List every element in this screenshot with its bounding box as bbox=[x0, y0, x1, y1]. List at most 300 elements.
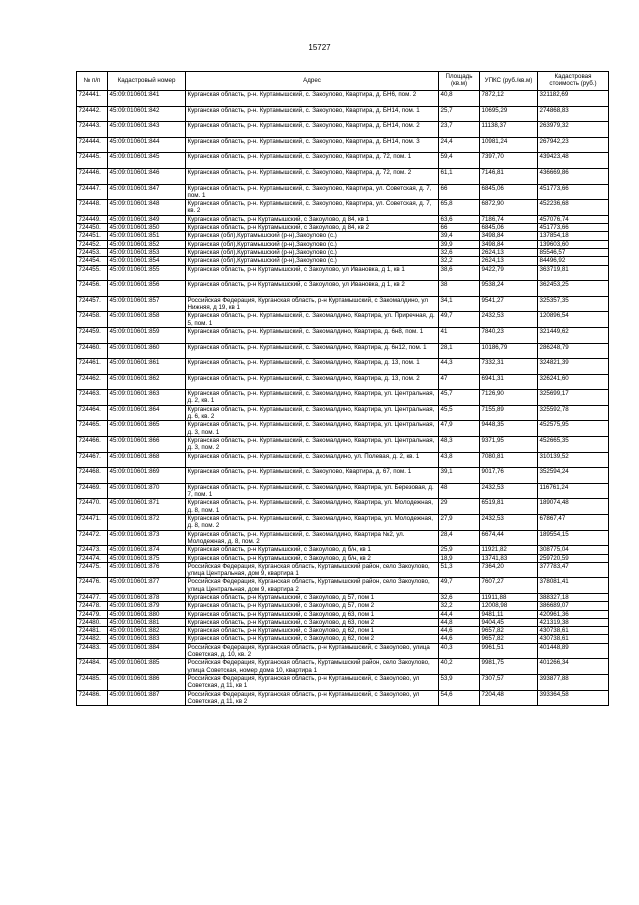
upks-cell: 7155,89 bbox=[480, 405, 538, 421]
cadastral-cost-cell: 139603,60 bbox=[538, 240, 609, 248]
address-cell: Курганская область, р-н. Куртамышский, с. Закомалдино, ул. Полевая, д. 2, кв. 1 bbox=[186, 452, 439, 468]
upks-cell: 9538,24 bbox=[480, 281, 538, 297]
address-cell: Курганская область, р-н. Куртамышский, с. Закомалдино, Квартира, д. 6н12, пом. 1 bbox=[186, 343, 439, 359]
table-row bbox=[77, 265, 609, 281]
table-row bbox=[77, 168, 609, 184]
row-num-cell: 724470. bbox=[77, 499, 108, 515]
table-row bbox=[77, 690, 609, 706]
cadastral-number-cell: 45:09:010601:851 bbox=[108, 232, 186, 240]
upks-cell: 6519,81 bbox=[480, 499, 538, 515]
header-address: Адрес bbox=[186, 72, 439, 91]
address-cell: Российская Федерация, Курганская область, Куртамышский район, село Закоулово, улица Советская, номер дома 10, квартира 1 bbox=[186, 659, 439, 675]
address-cell: Курганская область, р-н. Куртамышский, с. Закомалдино, Квартира, д. 13, пом. 2 bbox=[186, 374, 439, 390]
upks-cell: 10981,24 bbox=[480, 137, 538, 153]
address-cell: Курганская область, р-н Куртамышский, с Закоулово, д б/н, кв 1 bbox=[186, 546, 439, 554]
upks-cell: 6845,06 bbox=[480, 184, 538, 200]
address-cell: Курганская область, р-н. Куртамышский, с. Закомалдино, Квартира №2, ул. Молодежная, д. 8, пом. 2 bbox=[186, 530, 439, 546]
table-row bbox=[77, 184, 609, 200]
upks-cell: 9371,95 bbox=[480, 437, 538, 453]
upks-cell: 9422,79 bbox=[480, 265, 538, 281]
area-cell: 38 bbox=[439, 281, 480, 297]
row-num-cell: 724450. bbox=[77, 224, 108, 232]
row-num-cell: 724462. bbox=[77, 374, 108, 390]
area-cell: 44,3 bbox=[439, 359, 480, 375]
area-cell: 43,8 bbox=[439, 452, 480, 468]
cadastral-cost-cell: 308775,04 bbox=[538, 546, 609, 554]
cadastral-cost-cell: 321182,69 bbox=[538, 91, 609, 107]
cadastral-cost-cell: 137854,18 bbox=[538, 232, 609, 240]
table-row bbox=[77, 312, 609, 328]
area-cell: 32,2 bbox=[439, 602, 480, 610]
cadastral-cost-cell: 310139,52 bbox=[538, 452, 609, 468]
table-row bbox=[77, 618, 609, 626]
row-num-cell: 724474. bbox=[77, 554, 108, 562]
upks-cell: 7146,81 bbox=[480, 168, 538, 184]
address-cell: Курганская область, р-н. Куртамышский, с. Закомалдино, Квартира, д. 13, пом. 1 bbox=[186, 359, 439, 375]
address-cell: Российская Федерация, Курганская область, р-н Куртамышский, с Закоулово, улица Советская, д. 10, кв. 2 bbox=[186, 643, 439, 659]
cadastral-registry-table bbox=[76, 71, 609, 706]
cadastral-number-cell: 45:09:010601:884 bbox=[108, 643, 186, 659]
area-cell: 29 bbox=[439, 499, 480, 515]
area-cell: 48 bbox=[439, 483, 480, 499]
address-cell: Курганская (обл),Куртамышский (р-н),Закоулово (с.) bbox=[186, 240, 439, 248]
row-num-cell: 724443. bbox=[77, 122, 108, 138]
area-cell: 44,4 bbox=[439, 610, 480, 618]
address-cell: Курганская область, р-н. Куртамышский, с. Закомалдино, Квартира, ул. Молодежная, д. 8, пом. 2 bbox=[186, 515, 439, 531]
address-cell: Курганская (обл),Куртамышский (р-н),Закоулово (с.) bbox=[186, 232, 439, 240]
header-upks: УПКС (руб./кв.м) bbox=[480, 72, 538, 91]
cadastral-number-cell: 45:09:010601:866 bbox=[108, 437, 186, 453]
address-cell: Курганская область, р-н Куртамышский, с Закоулово, д 63, пом 1 bbox=[186, 610, 439, 618]
address-cell: Курганская область, р-н Куртамышский, с Закоулово, д 84, кв 1 bbox=[186, 215, 439, 223]
cadastral-number-cell: 45:09:010601:883 bbox=[108, 635, 186, 643]
table-row bbox=[77, 468, 609, 484]
table-row bbox=[77, 594, 609, 602]
row-num-cell: 724475. bbox=[77, 562, 108, 578]
cadastral-number-cell: 45:09:010601:871 bbox=[108, 499, 186, 515]
upks-cell: 9657,82 bbox=[480, 627, 538, 635]
area-cell: 25,7 bbox=[439, 106, 480, 122]
row-num-cell: 724454. bbox=[77, 257, 108, 265]
row-num-cell: 724455. bbox=[77, 265, 108, 281]
cadastral-number-cell: 45:09:010601:845 bbox=[108, 153, 186, 169]
table-row bbox=[77, 200, 609, 216]
cadastral-cost-cell: 420961,36 bbox=[538, 610, 609, 618]
area-cell: 27,9 bbox=[439, 515, 480, 531]
address-cell: Российская Федерация, Курганская область, Куртамышский район, село Закоулово, улица Центральная, дом 9, квартира 2 bbox=[186, 578, 439, 594]
table-row bbox=[77, 499, 609, 515]
upks-cell: 6941,31 bbox=[480, 374, 538, 390]
row-num-cell: 724477. bbox=[77, 594, 108, 602]
cadastral-cost-cell: 457076,74 bbox=[538, 215, 609, 223]
address-cell: Курганская область, р-н. Куртамышский, с. Закоулово, Квартира, д. БН14, пом. 2 bbox=[186, 122, 439, 138]
cadastral-number-cell: 45:09:010601:859 bbox=[108, 327, 186, 343]
address-cell: Курганская область, р-н. Куртамышский, с. Закоулово, Квартира, д. 67, пом. 1 bbox=[186, 468, 439, 484]
cadastral-cost-cell: 120896,54 bbox=[538, 312, 609, 328]
row-num-cell: 724484. bbox=[77, 659, 108, 675]
cadastral-number-cell: 45:09:010601:860 bbox=[108, 343, 186, 359]
table-row bbox=[77, 546, 609, 554]
upks-cell: 9017,76 bbox=[480, 468, 538, 484]
upks-cell: 9404,45 bbox=[480, 618, 538, 626]
cadastral-cost-cell: 321449,62 bbox=[538, 327, 609, 343]
address-cell: Курганская область, р-н. Куртамышский, с. Закоулово, Квартира, д. БН14, пом. 1 bbox=[186, 106, 439, 122]
address-cell: Курганская область, р-н. Куртамышский, с. Закоулово, Квартира, ул. Советская, д. 7, пом. 1 bbox=[186, 184, 439, 200]
upks-cell: 13741,83 bbox=[480, 554, 538, 562]
cadastral-number-cell: 45:09:010601:855 bbox=[108, 265, 186, 281]
cadastral-cost-cell: 324821,39 bbox=[538, 359, 609, 375]
area-cell: 34,1 bbox=[439, 296, 480, 312]
cadastral-number-cell: 45:09:010601:869 bbox=[108, 468, 186, 484]
upks-cell: 2432,53 bbox=[480, 515, 538, 531]
cadastral-number-cell: 45:09:010601:878 bbox=[108, 594, 186, 602]
area-cell: 41 bbox=[439, 327, 480, 343]
row-num-cell: 724458. bbox=[77, 312, 108, 328]
upks-cell: 3498,84 bbox=[480, 240, 538, 248]
table-row bbox=[77, 635, 609, 643]
cadastral-cost-cell: 67867,47 bbox=[538, 515, 609, 531]
cadastral-number-cell: 45:09:010601:849 bbox=[108, 215, 186, 223]
upks-cell: 3498,84 bbox=[480, 232, 538, 240]
cadastral-cost-cell: 286248,79 bbox=[538, 343, 609, 359]
cadastral-number-cell: 45:09:010601:847 bbox=[108, 184, 186, 200]
row-num-cell: 724481. bbox=[77, 627, 108, 635]
area-cell: 48,3 bbox=[439, 437, 480, 453]
row-num-cell: 724476. bbox=[77, 578, 108, 594]
cadastral-number-cell: 45:09:010601:873 bbox=[108, 530, 186, 546]
upks-cell: 7307,57 bbox=[480, 674, 538, 690]
row-num-cell: 724467. bbox=[77, 452, 108, 468]
cadastral-cost-cell: 388327,18 bbox=[538, 594, 609, 602]
table-row bbox=[77, 452, 609, 468]
address-cell: Курганская область, р-н Куртамышский, с Закоулово, д 57, пом 2 bbox=[186, 602, 439, 610]
row-num-cell: 724461. bbox=[77, 359, 108, 375]
row-num-cell: 724445. bbox=[77, 153, 108, 169]
address-cell: Российская Федерация, Курганская область, Куртамышский район, село Закоулово, улица Центральная, дом 9, квартира 1 bbox=[186, 562, 439, 578]
address-cell: Курганская область, р-н. Куртамышский, с. Закомалдино, Квартира, ул. Центральная, д. 2, кв. 1 bbox=[186, 390, 439, 406]
upks-cell: 9981,75 bbox=[480, 659, 538, 675]
area-cell: 24,4 bbox=[439, 137, 480, 153]
cadastral-number-cell: 45:09:010601:870 bbox=[108, 483, 186, 499]
cadastral-cost-cell: 84496,92 bbox=[538, 257, 609, 265]
table-row bbox=[77, 390, 609, 406]
area-cell: 28,1 bbox=[439, 343, 480, 359]
cadastral-cost-cell: 451773,66 bbox=[538, 224, 609, 232]
table-row bbox=[77, 515, 609, 531]
cadastral-cost-cell: 421319,38 bbox=[538, 618, 609, 626]
area-cell: 47 bbox=[439, 374, 480, 390]
row-num-cell: 724447. bbox=[77, 184, 108, 200]
address-cell: Российская Федерация, Курганская область, р-н Куртамышский, с Закоулово, ул Советская, д 11, кв 2 bbox=[186, 690, 439, 706]
area-cell: 28,4 bbox=[439, 530, 480, 546]
table-body bbox=[77, 91, 609, 706]
row-num-cell: 724449. bbox=[77, 215, 108, 223]
table-row bbox=[77, 137, 609, 153]
area-cell: 44,6 bbox=[439, 635, 480, 643]
cadastral-number-cell: 45:09:010601:874 bbox=[108, 546, 186, 554]
address-cell: Курганская область, р-н Куртамышский, с Закоулово, д б/н, кв 2 bbox=[186, 554, 439, 562]
address-cell: Курганская область, р-н Куртамышский, с Закоулово, ул Ивановка, д 1, кв 1 bbox=[186, 265, 439, 281]
upks-cell: 9481,11 bbox=[480, 610, 538, 618]
area-cell: 38,6 bbox=[439, 265, 480, 281]
header-cadastral-number: Кадастровый номер bbox=[108, 72, 186, 91]
address-cell: Курганская область, р-н. Куртамышский, с. Закомалдино, Квартира, д. 6н8, пом. 1 bbox=[186, 327, 439, 343]
cadastral-cost-cell: 325699,17 bbox=[538, 390, 609, 406]
cadastral-number-cell: 45:09:010601:843 bbox=[108, 122, 186, 138]
table-row bbox=[77, 421, 609, 437]
row-num-cell: 724468. bbox=[77, 468, 108, 484]
area-cell: 44,6 bbox=[439, 627, 480, 635]
address-cell: Курганская область, р-н. Куртамышский, с. Закоулово, Квартира, д. БН14, пом. 3 bbox=[186, 137, 439, 153]
table-row bbox=[77, 153, 609, 169]
row-num-cell: 724472. bbox=[77, 530, 108, 546]
cadastral-cost-cell: 263979,32 bbox=[538, 122, 609, 138]
table-row bbox=[77, 483, 609, 499]
cadastral-number-cell: 45:09:010601:887 bbox=[108, 690, 186, 706]
address-cell: Курганская (обл),Куртамышский (р-н),Закоулово (с.) bbox=[186, 248, 439, 256]
cadastral-cost-cell: 378081,41 bbox=[538, 578, 609, 594]
table-row bbox=[77, 437, 609, 453]
page-number: 15727 bbox=[308, 43, 331, 52]
cadastral-cost-cell: 401448,89 bbox=[538, 643, 609, 659]
area-cell: 25,9 bbox=[439, 546, 480, 554]
address-cell: Курганская область, р-н Куртамышский, с Закоулово, д 62, пом 2 bbox=[186, 635, 439, 643]
area-cell: 18,9 bbox=[439, 554, 480, 562]
upks-cell: 12008,98 bbox=[480, 602, 538, 610]
cadastral-cost-cell: 352594,24 bbox=[538, 468, 609, 484]
table-row bbox=[77, 530, 609, 546]
cadastral-cost-cell: 189554,15 bbox=[538, 530, 609, 546]
row-num-cell: 724485. bbox=[77, 674, 108, 690]
header-area: Площадь (кв.м) bbox=[439, 72, 480, 91]
cadastral-cost-cell: 326241,60 bbox=[538, 374, 609, 390]
table-header-row bbox=[77, 72, 609, 91]
address-cell: Курганская область, р-н. Куртамышский, с. Закомалдино, Квартира, ул. Березовая, д. 7, пом. 1 bbox=[186, 483, 439, 499]
row-num-cell: 724456. bbox=[77, 281, 108, 297]
table-row bbox=[77, 224, 609, 232]
address-cell: Курганская область, р-н. Куртамышский, с. Закоулово, Квартира, ул. Советская, д. 7, кв. 2 bbox=[186, 200, 439, 216]
cadastral-number-cell: 45:09:010601:876 bbox=[108, 562, 186, 578]
area-cell: 59,4 bbox=[439, 153, 480, 169]
cadastral-cost-cell: 401266,34 bbox=[538, 659, 609, 675]
cadastral-cost-cell: 259720,59 bbox=[538, 554, 609, 562]
table-row bbox=[77, 659, 609, 675]
cadastral-cost-cell: 85546,57 bbox=[538, 248, 609, 256]
area-cell: 45,5 bbox=[439, 405, 480, 421]
upks-cell: 6872,90 bbox=[480, 200, 538, 216]
table-row bbox=[77, 215, 609, 223]
cadastral-number-cell: 45:09:010601:848 bbox=[108, 200, 186, 216]
row-num-cell: 724469. bbox=[77, 483, 108, 499]
table-row bbox=[77, 91, 609, 107]
row-num-cell: 724478. bbox=[77, 602, 108, 610]
table-row bbox=[77, 343, 609, 359]
cadastral-cost-cell: 451773,66 bbox=[538, 184, 609, 200]
cadastral-number-cell: 45:09:010601:841 bbox=[108, 91, 186, 107]
row-num-cell: 724448. bbox=[77, 200, 108, 216]
row-num-cell: 724459. bbox=[77, 327, 108, 343]
cadastral-cost-cell: 116761,24 bbox=[538, 483, 609, 499]
cadastral-number-cell: 45:09:010601:872 bbox=[108, 515, 186, 531]
upks-cell: 10695,29 bbox=[480, 106, 538, 122]
cadastral-cost-cell: 386689,07 bbox=[538, 602, 609, 610]
header-num: № п/п bbox=[77, 72, 108, 91]
table-row bbox=[77, 257, 609, 265]
cadastral-number-cell: 45:09:010601:885 bbox=[108, 659, 186, 675]
table-row bbox=[77, 248, 609, 256]
cadastral-number-cell: 45:09:010601:842 bbox=[108, 106, 186, 122]
cadastral-cost-cell: 439423,48 bbox=[538, 153, 609, 169]
row-num-cell: 724457. bbox=[77, 296, 108, 312]
cadastral-number-cell: 45:09:010601:877 bbox=[108, 578, 186, 594]
cadastral-cost-cell: 430738,61 bbox=[538, 627, 609, 635]
address-cell: Курганская область, р-н. Куртамышский, с. Закомалдино, Квартира, ул. Центральная, д. 6, кв. 2 bbox=[186, 405, 439, 421]
table-row bbox=[77, 610, 609, 618]
cadastral-cost-cell: 325592,78 bbox=[538, 405, 609, 421]
area-cell: 40,8 bbox=[439, 91, 480, 107]
cadastral-number-cell: 45:09:010601:880 bbox=[108, 610, 186, 618]
area-cell: 40,3 bbox=[439, 643, 480, 659]
cadastral-number-cell: 45:09:010601:852 bbox=[108, 240, 186, 248]
cadastral-number-cell: 45:09:010601:865 bbox=[108, 421, 186, 437]
address-cell: Курганская (обл),Куртамышский (р-н),Закоулово (с.) bbox=[186, 257, 439, 265]
table-row bbox=[77, 232, 609, 240]
upks-cell: 2432,53 bbox=[480, 312, 538, 328]
row-num-cell: 724453. bbox=[77, 248, 108, 256]
upks-cell: 11921,82 bbox=[480, 546, 538, 554]
row-num-cell: 724473. bbox=[77, 546, 108, 554]
table-row bbox=[77, 327, 609, 343]
row-num-cell: 724442. bbox=[77, 106, 108, 122]
cadastral-number-cell: 45:09:010601:868 bbox=[108, 452, 186, 468]
table-row bbox=[77, 643, 609, 659]
cadastral-cost-cell: 267942,23 bbox=[538, 137, 609, 153]
cadastral-number-cell: 45:09:010601:881 bbox=[108, 618, 186, 626]
table-row bbox=[77, 240, 609, 248]
cadastral-cost-cell: 377783,47 bbox=[538, 562, 609, 578]
upks-cell: 10186,79 bbox=[480, 343, 538, 359]
address-cell: Курганская область, р-н Куртамышский, с Закоулово, д 84, кв 2 bbox=[186, 224, 439, 232]
table-row bbox=[77, 554, 609, 562]
cadastral-cost-cell: 363719,81 bbox=[538, 265, 609, 281]
table-row bbox=[77, 602, 609, 610]
table-row bbox=[77, 106, 609, 122]
cadastral-cost-cell: 452575,95 bbox=[538, 421, 609, 437]
upks-cell: 11138,37 bbox=[480, 122, 538, 138]
upks-cell: 9961,51 bbox=[480, 643, 538, 659]
cadastral-number-cell: 45:09:010601:863 bbox=[108, 390, 186, 406]
upks-cell: 2624,13 bbox=[480, 248, 538, 256]
table-row bbox=[77, 405, 609, 421]
cadastral-number-cell: 45:09:010601:856 bbox=[108, 281, 186, 297]
address-cell: Курганская область, р-н Куртамышский, с Закоулово, д 63, пом 2 bbox=[186, 618, 439, 626]
upks-cell: 7332,31 bbox=[480, 359, 538, 375]
upks-cell: 7186,74 bbox=[480, 215, 538, 223]
table-row bbox=[77, 627, 609, 635]
area-cell: 39,4 bbox=[439, 232, 480, 240]
address-cell: Курганская область, р-н. Куртамышский, с. Закомалдино, Квартира, ул. Молодежная, д. 8, пом. 1 bbox=[186, 499, 439, 515]
upks-cell: 7204,48 bbox=[480, 690, 538, 706]
area-cell: 32,2 bbox=[439, 257, 480, 265]
address-cell: Курганская область, р-н. Куртамышский, с. Закомалдино, Квартира, ул. Центральная, д. 3, пом. 2 bbox=[186, 437, 439, 453]
area-cell: 65,8 bbox=[439, 200, 480, 216]
row-num-cell: 724451. bbox=[77, 232, 108, 240]
area-cell: 45,7 bbox=[439, 390, 480, 406]
row-num-cell: 724452. bbox=[77, 240, 108, 248]
area-cell: 53,9 bbox=[439, 674, 480, 690]
area-cell: 49,7 bbox=[439, 578, 480, 594]
address-cell: Курганская область, р-н. Куртамышский, с. Закоулово, Квартира, д. БН6, пом. 2 bbox=[186, 91, 439, 107]
address-cell: Курганская область, р-н. Куртамышский, с. Закомалдино, Квартира, ул. Центральная, д. 3, пом. 1 bbox=[186, 421, 439, 437]
area-cell: 47,9 bbox=[439, 421, 480, 437]
table-row bbox=[77, 578, 609, 594]
cadastral-number-cell: 45:09:010601:846 bbox=[108, 168, 186, 184]
row-num-cell: 724479. bbox=[77, 610, 108, 618]
cadastral-number-cell: 45:09:010601:879 bbox=[108, 602, 186, 610]
upks-cell: 7080,81 bbox=[480, 452, 538, 468]
area-cell: 51,3 bbox=[439, 562, 480, 578]
cadastral-cost-cell: 452236,68 bbox=[538, 200, 609, 216]
area-cell: 49,7 bbox=[439, 312, 480, 328]
area-cell: 32,6 bbox=[439, 594, 480, 602]
cadastral-number-cell: 45:09:010601:875 bbox=[108, 554, 186, 562]
area-cell: 39,9 bbox=[439, 240, 480, 248]
table-row bbox=[77, 296, 609, 312]
address-cell: Курганская область, р-н Куртамышский, с Закоулово, ул Ивановка, д 1, кв 2 bbox=[186, 281, 439, 297]
area-cell: 39,1 bbox=[439, 468, 480, 484]
row-num-cell: 724482. bbox=[77, 635, 108, 643]
row-num-cell: 724460. bbox=[77, 343, 108, 359]
table-row bbox=[77, 281, 609, 297]
upks-cell: 9657,82 bbox=[480, 635, 538, 643]
cadastral-number-cell: 45:09:010601:882 bbox=[108, 627, 186, 635]
upks-cell: 7397,70 bbox=[480, 153, 538, 169]
address-cell: Курганская область, р-н Куртамышский, с Закоулово, д 57, пом 1 bbox=[186, 594, 439, 602]
header-cadastral-cost: Кадастровая стоимость (руб.) bbox=[538, 72, 609, 91]
address-cell: Российская Федерация, Курганская область, р-н Куртамышский, с Закомалдино, ул Нижняя, д 19, кв 1 bbox=[186, 296, 439, 312]
area-cell: 63,6 bbox=[439, 215, 480, 223]
row-num-cell: 724465. bbox=[77, 421, 108, 437]
upks-cell: 2432,53 bbox=[480, 483, 538, 499]
row-num-cell: 724480. bbox=[77, 618, 108, 626]
upks-cell: 7607,27 bbox=[480, 578, 538, 594]
row-num-cell: 724464. bbox=[77, 405, 108, 421]
area-cell: 44,8 bbox=[439, 618, 480, 626]
row-num-cell: 724463. bbox=[77, 390, 108, 406]
cadastral-cost-cell: 452665,35 bbox=[538, 437, 609, 453]
area-cell: 40,2 bbox=[439, 659, 480, 675]
cadastral-number-cell: 45:09:010601:853 bbox=[108, 248, 186, 256]
row-num-cell: 724471. bbox=[77, 515, 108, 531]
cadastral-cost-cell: 325357,35 bbox=[538, 296, 609, 312]
row-num-cell: 724446. bbox=[77, 168, 108, 184]
table-row bbox=[77, 359, 609, 375]
upks-cell: 2624,13 bbox=[480, 257, 538, 265]
address-cell: Российская Федерация, Курганская область, р-н Куртамышский, с Закоулово, ул Советская, д 11, кв 1 bbox=[186, 674, 439, 690]
cadastral-cost-cell: 393877,88 bbox=[538, 674, 609, 690]
address-cell: Курганская область, р-н. Куртамышский, с. Закоулово, Квартира, д. 72, пом. 1 bbox=[186, 153, 439, 169]
upks-cell: 7872,12 bbox=[480, 91, 538, 107]
upks-cell: 7840,23 bbox=[480, 327, 538, 343]
table-row bbox=[77, 562, 609, 578]
address-cell: Курганская область, р-н Куртамышский, с Закоулово, д 62, пом 1 bbox=[186, 627, 439, 635]
area-cell: 23,7 bbox=[439, 122, 480, 138]
cadastral-cost-cell: 393364,58 bbox=[538, 690, 609, 706]
upks-cell: 6845,06 bbox=[480, 224, 538, 232]
upks-cell: 6674,44 bbox=[480, 530, 538, 546]
cadastral-cost-cell: 274868,83 bbox=[538, 106, 609, 122]
area-cell: 32,6 bbox=[439, 248, 480, 256]
